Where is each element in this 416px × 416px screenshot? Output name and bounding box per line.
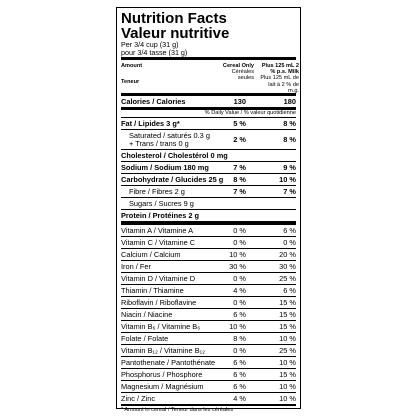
calories-v1: 130 [233,96,246,106]
vitamin-row [121,356,296,368]
col2-fr: Plus 125 mL de lait à 2 % de m.g. [260,75,299,94]
vitamin-row [121,392,296,404]
vitamin-row [121,344,296,356]
nutrient-v1: 8 % [233,174,246,184]
teneur-label: Teneur [121,79,140,85]
title-en: Nutrition Facts [121,10,227,27]
vitamin-label: Pantothenate / Pantothénate [121,357,216,367]
nutrient-row-saturated [121,129,296,149]
col2-en: Plus 125 mL 2 % p.s. Milk [261,63,299,76]
col1-en: Cereal Only [222,63,254,69]
vitamin-label: Vitamin A / Vitamine A [121,225,194,235]
vitamin-row [121,260,296,272]
col1-header [214,63,254,82]
nutrient-row-fibre [121,185,296,197]
vitamin-row [121,320,296,332]
nutrition-facts-panel [116,7,301,413]
nutrient-label: Sugars / Sucres 9 g [129,198,194,208]
vitamin-v2: 6 % [283,225,296,235]
vitamin-v1: 8 % [233,333,246,343]
vitamin-v1: 4 % [233,285,246,295]
vitamin-v2: 15 % [279,297,296,307]
col2-header [259,63,299,94]
title-fr: Valeur nutritive [121,25,230,42]
vitamin-v2: 20 % [279,249,296,259]
vitamin-label: Magnesium / Magnésium [121,381,204,391]
serving-en: Per 3/4 cup (31 g) [121,40,179,49]
nutrient-label: Sodium / Sodium 180 mg [121,162,209,172]
calories-v2: 180 [283,96,296,106]
vitamin-label: Vitamin B₁₂ / Vitamine B₁₂ [121,345,205,355]
vitamin-v1: 10 % [229,249,246,259]
vitamin-v1: 0 % [233,225,246,235]
nutrient-row-carbohydrate [121,173,296,185]
vitamin-v2: 10 % [279,357,296,367]
vitamin-row [121,308,296,320]
calories-row [121,95,296,107]
nutrient-label-2: + Trans / trans 0 g [129,138,189,148]
serving-fr: pour 3/4 tasse (31 g) [121,48,188,57]
vitamin-v1: 6 % [233,381,246,391]
vitamin-row [121,380,296,392]
top-divider [121,57,296,60]
vitamin-v1: 6 % [233,369,246,379]
vitamin-label: Thiamin / Thiamine [121,285,184,295]
vitamin-label: Zinc / Zinc [121,393,156,403]
nutrient-v2: 8 % [283,134,296,144]
vitamin-v1: 4 % [233,393,246,403]
vitamin-label: Iron / Fer [121,261,151,271]
vitamin-row [121,248,296,260]
vitamin-label: Vitamin C / Vitamine C [121,237,196,247]
nutrient-row-protein [121,209,296,221]
vitamin-row [121,296,296,308]
nutrient-row-sodium [121,161,296,173]
vitamin-v1: 10 % [229,321,246,331]
nutrient-v2: 10 % [279,174,296,184]
nutrient-label: Saturated / saturés 0.3 g [129,130,210,140]
nutrient-v2: 8 % [283,118,296,128]
nutrient-label: Cholesterol / Cholestérol 0 mg [121,150,228,160]
vitamin-label: Riboflavin / Riboflavine [121,297,197,307]
vitamin-v2: 10 % [279,333,296,343]
vitamin-v2: 6 % [283,285,296,295]
vitamin-label: Vitamin B₆ / Vitamine B₆ [121,321,201,331]
vitamin-v2: 15 % [279,369,296,379]
footnote: * Amount in cereal / Teneur dans les céréales [121,407,234,413]
vitamin-v2: 25 % [279,273,296,283]
vitamin-v2: 30 % [279,261,296,271]
nutrient-v2: 7 % [283,186,296,196]
vitamin-v2: 10 % [279,381,296,391]
nutrient-v1: 7 % [233,186,246,196]
col1-fr: Céréales seules [231,69,254,82]
daily-value-header: % Daily Value / % valeur quotidienne [121,109,296,117]
nutrient-row-sugars [121,197,296,209]
nutrient-label: Protein / Protéines 2 g [121,210,200,220]
vitamin-row [121,224,296,236]
vitamin-v2: 15 % [279,321,296,331]
vitamin-label: Phosphorus / Phosphore [121,369,203,379]
nutrient-row-fat [121,117,296,129]
vitamin-v1: 0 % [233,237,246,247]
vitamin-row [121,332,296,344]
vitamin-row [121,236,296,248]
vitamin-row [121,284,296,296]
vitamin-v1: 0 % [233,297,246,307]
calories-label: Calories / Calories [121,96,186,106]
vitamin-v2: 10 % [279,393,296,403]
vitamin-row [121,368,296,380]
vitamin-v1: 6 % [233,357,246,367]
nutrient-label: Carbohydrate / Glucides 25 g [121,174,224,184]
vitamin-v1: 30 % [229,261,246,271]
column-header [121,63,299,94]
amount-label: Amount [121,63,143,69]
vitamin-v2: 25 % [279,345,296,355]
vitamin-v1: 0 % [233,345,246,355]
vitamin-v1: 0 % [233,273,246,283]
nutrient-v1: 2 % [233,134,246,144]
nutrient-v2: 9 % [283,162,296,172]
vitamin-v2: 15 % [279,309,296,319]
vitamin-label: Vitamin D / Vitamine D [121,273,196,283]
vitamin-label: Folate / Folate [121,333,169,343]
nutrient-v1: 7 % [233,162,246,172]
nutrient-label: Fibre / Fibres 2 g [129,186,185,196]
vitamin-v2: 0 % [283,237,296,247]
vitamin-v1: 6 % [233,309,246,319]
nutrient-row-cholesterol [121,149,296,161]
vitamin-label: Niacin / Niacine [121,309,173,319]
nutrient-v1: 5 % [233,118,246,128]
vitamin-row [121,272,296,284]
vitamin-label: Calcium / Calcium [121,249,181,259]
nutrient-label: Fat / Lipides 3 g* [121,118,180,128]
